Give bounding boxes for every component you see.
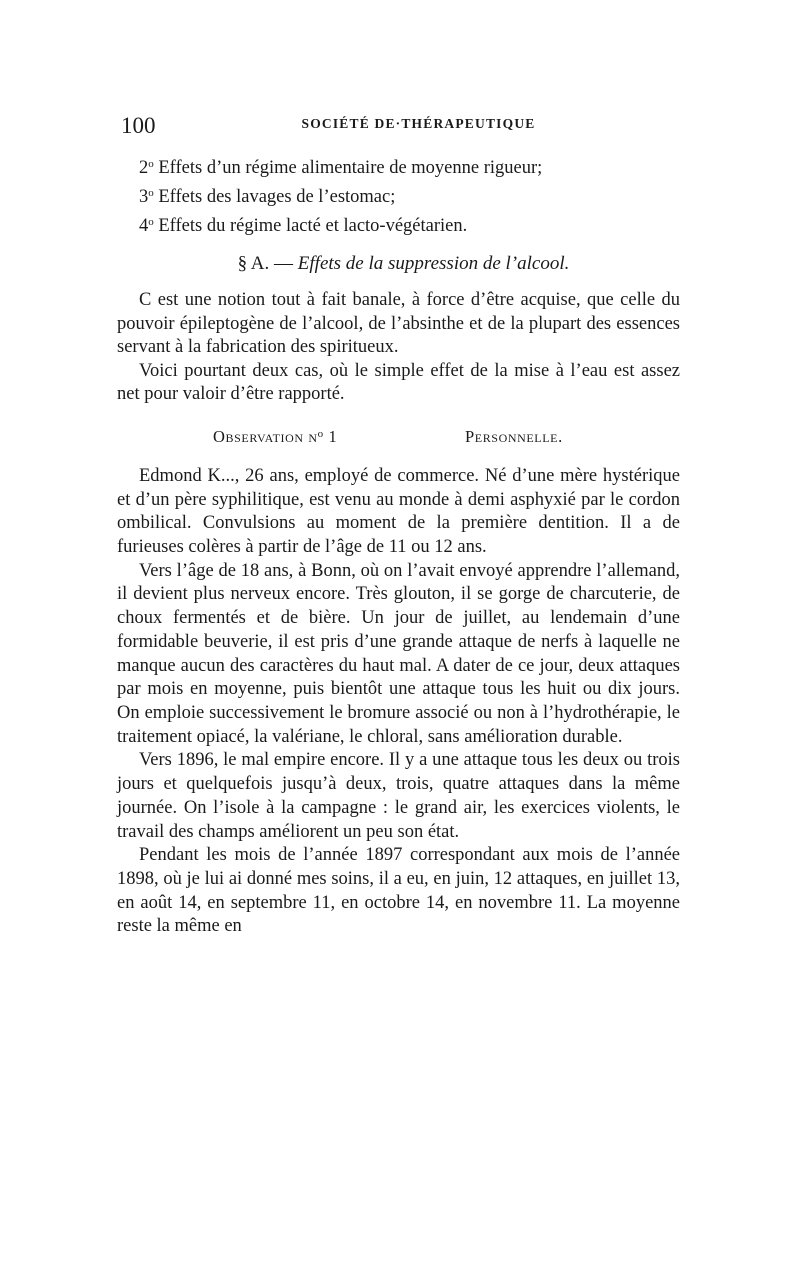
list-item: 2$^o$ Effets d’un régime alimentaire de moyenne rigueur; xyxy=(139,158,543,178)
observation-type: Personnelle. xyxy=(465,426,563,446)
section-title: Effets de la suppression de l’alcool. xyxy=(297,253,570,274)
journal-title: SOCIÉTÉ DE·THÉRAPEUTIQUE xyxy=(301,116,536,131)
paragraph: Edmond K..., 26 ans, employé de commerce. Né d’une mère hystérique et d’un père syphilitique, est venu au monde à demi asphyxié par le cordon ombilical. Convulsions au moment de la première dentition. Il a de furieuses colères à partir de l’âge de 11 ou 12 ans. xyxy=(117,465,680,558)
case-text xyxy=(117,465,680,939)
list-item: 4$^o$ Effets du régime lacté et lacto-végétarien. xyxy=(139,216,468,236)
observation-heading xyxy=(117,423,680,453)
paragraph: Vers 1896, le mal empire encore. Il y a une attaque tous les deux ou trois jours et quelquefois jusqu’à deux, trois, quatre attaques dans la même journée. On l’isole à la campagne : le grand air, les exercices violents, le travail des champs améliorent un peu son état. xyxy=(117,750,680,842)
paragraph: Voici pourtant deux cas, où le simple effet de la mise à l’eau est assez net pour valoir d’être rapporté. xyxy=(117,360,680,405)
numbered-list xyxy=(117,152,680,239)
running-head xyxy=(117,112,680,146)
paragraph: Pendant les mois de l’année 1897 correspondant aux mois de l’année 1898, où je lui ai donné mes soins, il a eu, en juin, 12 attaques, en juillet 13, en août 14, en septembre 11, en octobre 14, en novembre 11. La moyenne reste la même en xyxy=(117,845,680,937)
list-item: 3$^o$ Effets des lavages de l’estomac; xyxy=(139,187,396,207)
section-prefix: § A. — xyxy=(237,253,298,274)
section-heading xyxy=(117,251,680,277)
paragraph: Vers l’âge de 18 ans, à Bonn, où on l’avait envoyé apprendre l’allemand, il devient plus nerveux encore. Très glouton, il se gorge de charcuterie, de choux fermentés et de bière. Un jour de juillet, au lendemain d’une formidable beuverie, il est pris d’une grande attaque de nerfs à laquelle ne manque aucun des caractères du haut mal. A dater de ce jour, deux attaques par mois en moyenne, puis bientôt une attaque tous les huit ou dix jours. On emploie successivement le bromure associé ou non à l’hydrothérapie, le traitement opiacé, la valériane, le chloral, sans amélioration durable. xyxy=(117,560,680,747)
intro-text xyxy=(117,289,680,407)
page-number: 100 xyxy=(121,113,156,138)
book-page xyxy=(117,112,680,939)
observation-label: Observation $n^o$ 1 xyxy=(213,426,338,446)
paragraph: C est une notion tout à fait banale, à force d’être acquise, que celle du pouvoir épileptogène de l’alcool, de l’absinthe et de la plupart des essences servant à la fabrication des spiritueux. xyxy=(117,290,680,358)
